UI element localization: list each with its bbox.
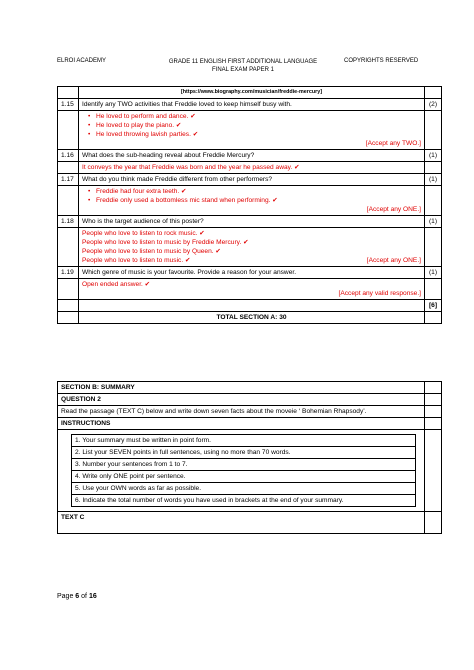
- question-row-1-16: [58, 150, 442, 162]
- marking-note: [Accept any valid response.]: [338, 290, 421, 297]
- answer-row-1-17: [58, 186, 442, 216]
- section-b-table: [57, 381, 442, 534]
- question-number: 1.17: [58, 174, 79, 186]
- instructions-label: INSTRUCTIONS: [58, 418, 425, 430]
- answer-cell: [79, 279, 425, 300]
- copyright-notice: COPYRIGHTS RESERVED: [344, 58, 419, 64]
- school-name: ELROI ACADEMY: [57, 58, 107, 64]
- answer-line: People who love to listen to music. ✔: [82, 257, 191, 264]
- question-number: 1.19: [58, 267, 79, 279]
- instruction-item: 4. Write only ONE point per sentence.: [72, 471, 415, 483]
- question-mark: (1): [425, 174, 442, 186]
- paper-title-line2: FINAL EXAM PAPER 1: [211, 67, 275, 73]
- answer-list: [82, 187, 421, 205]
- answer-row-1-15: [58, 111, 442, 150]
- instructions-label-row: [58, 418, 442, 430]
- instructions-list: [71, 434, 416, 507]
- question-mark: (2): [425, 99, 442, 111]
- question-number: 1.18: [58, 216, 79, 228]
- answer-line: People who love to listen to music by Freddie Mercury. ✔: [82, 239, 249, 246]
- section-b-heading-row: [58, 382, 442, 394]
- instruction-item: 1. Your summary must be written in point form.: [72, 435, 415, 447]
- page-total: 16: [88, 593, 97, 600]
- question-row-1-15: [58, 99, 442, 111]
- answer-row-1-18: [58, 228, 442, 267]
- instructions-row: [58, 430, 442, 512]
- marking-note: [Accept any ONE.]: [366, 206, 421, 213]
- question-mark: (1): [425, 267, 442, 279]
- question-text: What do you think made Freddie different from other performers?: [79, 174, 425, 186]
- instruction-item: 6. Indicate the total number of words you have used in brackets at the end of your summary.: [75, 497, 344, 504]
- subtotal-row: [58, 300, 442, 312]
- question-text-row: [58, 406, 442, 418]
- section-heading: SECTION B: SUMMARY: [58, 382, 425, 394]
- answer-item: • He loved to perform and dance. ✔: [96, 112, 421, 121]
- question-label-row: [58, 394, 442, 406]
- answer-cell: [79, 186, 425, 216]
- answer-list: [82, 112, 421, 139]
- question-text: Who is the target audience of this poster?: [79, 216, 425, 228]
- instruction-item: 3. Number your sentences from 1 to 7.: [72, 459, 415, 471]
- page-current: 6: [75, 593, 80, 600]
- answer-item: • Freddie had four extra teeth. ✔: [96, 187, 421, 196]
- answer-item: • He loved to play the piano. ✔: [96, 121, 421, 130]
- question-text: Identify any TWO activities that Freddie loved to keep himself busy with.: [79, 99, 425, 111]
- question-number: 1.15: [58, 99, 79, 111]
- page-sep: of: [79, 593, 89, 600]
- source-url: [https://www.biography.com/musician/freddie-mercury]: [79, 87, 425, 99]
- page-prefix: Page: [57, 593, 76, 600]
- question-row-1-17: [58, 174, 442, 186]
- answer-cell: [79, 111, 425, 150]
- question-mark: (1): [425, 150, 442, 162]
- question-row-1-18: [58, 216, 442, 228]
- paper-title: [158, 58, 328, 74]
- question-row-1-19: [58, 267, 442, 279]
- section-a-table: [57, 86, 442, 324]
- answer-cell: [79, 228, 425, 267]
- answer-item: • Freddie only used a bottomless mic stand when performing. ✔: [96, 196, 421, 205]
- marking-note: [Accept any ONE.]: [366, 257, 421, 264]
- total-row: [58, 312, 442, 324]
- question-text: What does the sub-heading reveal about Freddie Mercury?: [79, 150, 425, 162]
- text-label: TEXT C: [58, 512, 425, 534]
- question-label: QUESTION 2: [58, 394, 425, 406]
- answer-line: People who love to listen to music by Queen. ✔: [82, 248, 221, 255]
- section-total: TOTAL SECTION A: 30: [79, 312, 425, 324]
- source-row: [58, 87, 442, 99]
- answer-line-with-note: [82, 256, 421, 265]
- question-mark: (1): [425, 216, 442, 228]
- page-footer: [57, 593, 97, 600]
- answer-item: • He loved throwing lavish parties. ✔: [96, 130, 421, 139]
- answer-row-1-16: [58, 162, 442, 174]
- question-number: 1.16: [58, 150, 79, 162]
- subtotal-mark: [6]: [425, 300, 442, 312]
- answer-text: It conveys the year that Freddie was born and the year he passed away. ✔: [79, 162, 425, 174]
- question-text: Read the passage (TEXT C) below and write down seven facts about the moveie ‘ Bohemian Rhapsody’.: [58, 406, 425, 418]
- answer-row-1-19: [58, 279, 442, 300]
- paper-title-line1: GRADE 11 ENGLISH FIRST ADDITIONAL LANGUAGE: [168, 59, 318, 65]
- instructions-cell: [58, 430, 425, 512]
- answer-text: Open ended answer. ✔: [82, 281, 151, 288]
- instruction-item: 5. Use your OWN words as far as possible.: [72, 483, 415, 495]
- question-text: Which genre of music is your favourite. Provide a reason for your answer.: [79, 267, 425, 279]
- text-label-row: [58, 512, 442, 534]
- answer-line: People who love to listen to rock music. ✔: [82, 230, 205, 237]
- marking-note: [Accept any TWO.]: [365, 140, 421, 147]
- instruction-item: 2. List your SEVEN points in full sentences, using no more than 70 words.: [72, 447, 415, 459]
